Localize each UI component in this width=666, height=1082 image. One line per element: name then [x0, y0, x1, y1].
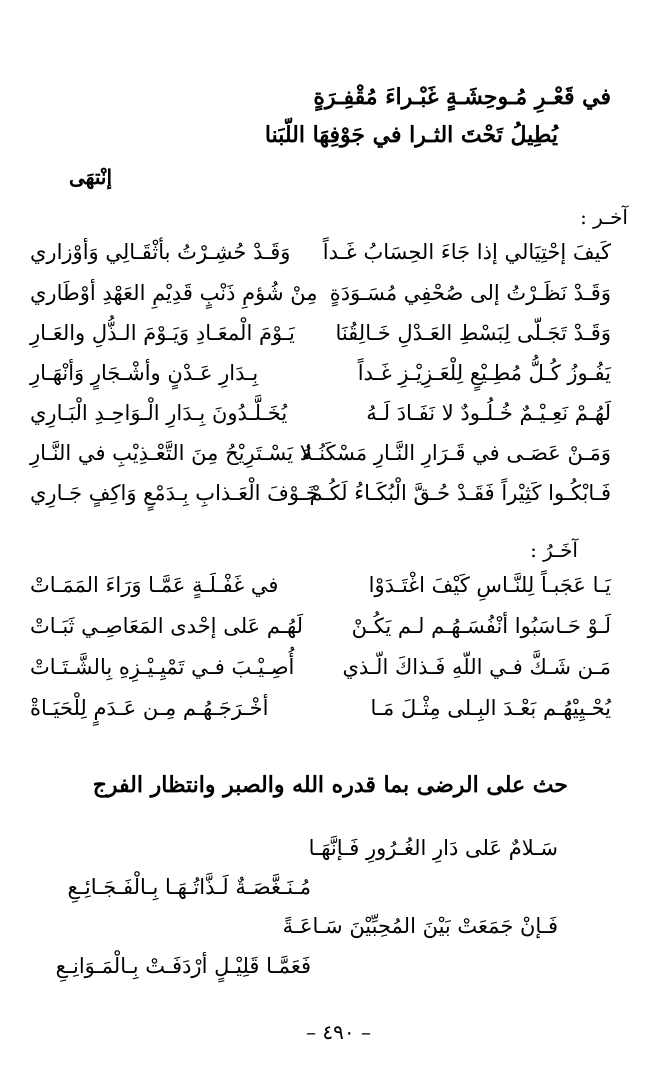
- intro-verse-2: يُطِيلُ تَحْتَ الثـرا في جَوْفِهَا اللّبَنا: [264, 122, 558, 148]
- verse-line: سَـلامٌ عَلى دَارِ الغُـرُورِ فَـإنَّهَـا: [308, 836, 558, 860]
- verse-second-half: وَقَـدْ حُشِـرْتُ بأثْقَـالِي وَأوْزاري: [30, 240, 291, 264]
- verse-second-half: لا يَسْـتَرِيْحُ مِنَ التَّعْـذِيْبِ في النَّـارِ: [30, 441, 312, 465]
- end-marker: إنْتهَى: [68, 165, 112, 189]
- intro-verse-1: في قَعْـرِ مُـوحِشَـةٍ غَبْـراءَ مُقْفِـرَةٍ: [313, 84, 611, 110]
- poem-title: آخَـرُ :: [530, 538, 578, 562]
- verse-second-half: لَهُـم عَلى إحْدى المَعَاصِـي ثَبَـاتْ: [30, 614, 304, 638]
- verse-line: مُـنَـغَّصَـةٌ لَـذَّاتُـهَـا بِـالْفَـجَـائِـعِ: [67, 875, 311, 899]
- verse-first-half: كَيفَ إحْتِيَالي إذا جَاءَ الحِسَابُ غَـداً: [322, 240, 611, 264]
- verse-first-half: لَهُـمْ نَعِـيْـمٌ خُـلُـودٌ لا نَفَـادَ لَـهُ: [366, 401, 611, 425]
- verse-first-half: يَـا عَجَبـاً لِلنَّـاسِ كَيْفَ اغْتَـدَوْا: [368, 573, 611, 597]
- verse-second-half: يَـوْمَ الْمعَـادِ وَيَـوْمَ الـذُّلِ والعَـارِ: [30, 321, 295, 345]
- verse-first-half: وَقَـدْ نَظَـرْتُ إلى صُحْفِي مُسَـوَدَةٍ: [329, 281, 611, 305]
- verse-second-half: أُصِـيْـبَ فـي تَمْيِـيْـزِهِ بِالشَّـتَـاتْ: [30, 655, 295, 679]
- verse-second-half: يُخَـلَّـدُونَ بِـدَارِ الْـوَاحِـدِ الْبَـارِي: [30, 401, 288, 425]
- verse-second-half: خَـوْفَ الْعَـذابِ بِـدَمْعٍ وَاكِفٍ جَـارِي: [30, 481, 319, 505]
- verse-second-half: بِـدَارِ عَـدْنٍ وأشْـجَارٍ وَأنْهَـارِ: [30, 361, 259, 385]
- verse-first-half: وَقَـدْ تَجَـلّى لِبَسْطِ العَـدْلِ خَـالِقُنَا: [335, 321, 611, 345]
- verse-second-half: في غَفْـلَـةٍ عَمَّـا وَرَاءَ المَمَـاتْ: [30, 573, 279, 597]
- verse-second-half: مِنْ شُؤمِ ذَنْبٍ قَدِيْمِ العَهْدِ أوْطَاري: [30, 281, 318, 305]
- section-heading: حث على الرضى بما قدره الله والصبر وانتظار الفرج: [92, 772, 568, 798]
- verse-first-half: فَـابْكُـوا كَثِيْراً فَقَـدْ حُـقَّ الْبُكَـاءُ لَكُـمْ: [309, 481, 611, 505]
- verse-first-half: يُحْـيِيْهُـم بَعْـدَ البِـلى مِثْـلَ مَـا: [370, 696, 611, 720]
- verse-first-half: مَـن شَـكَّ فـي اللّهِ فَـذاكَ الّـذي: [342, 655, 611, 679]
- verse-second-half: أخْـرَجَـهُـم مِـن عَـدَمٍ لِلْحَيَـاةْ: [30, 696, 269, 720]
- verse-first-half: يَفُـوزُ كُـلُّ مُطِـيْعٍ لِلْعَـزِيْـزِ غَـداً: [357, 361, 611, 385]
- poem-title: آخـر :: [580, 205, 628, 229]
- page-number: – ٤٩٠ –: [306, 1020, 371, 1044]
- verse-line: فَعَمَّـا قَلِيْـلٍ أرْدَفَـتْ بِـالْمَـوَانِـعِ: [55, 954, 311, 978]
- verse-line: فَـإنْ جَمَعَتْ بَيْنَ المُحِبِّيْنَ سَـاعَـةً: [282, 914, 558, 938]
- verse-first-half: وَمَـنْ عَصَـى في قَـرَارِ النَّـارِ مَسْكَنُـهُ: [301, 441, 611, 465]
- verse-first-half: لَـوْ حَـاسَبُوا أنْفُسَـهُـم لـم يَكُـنْ: [351, 614, 611, 638]
